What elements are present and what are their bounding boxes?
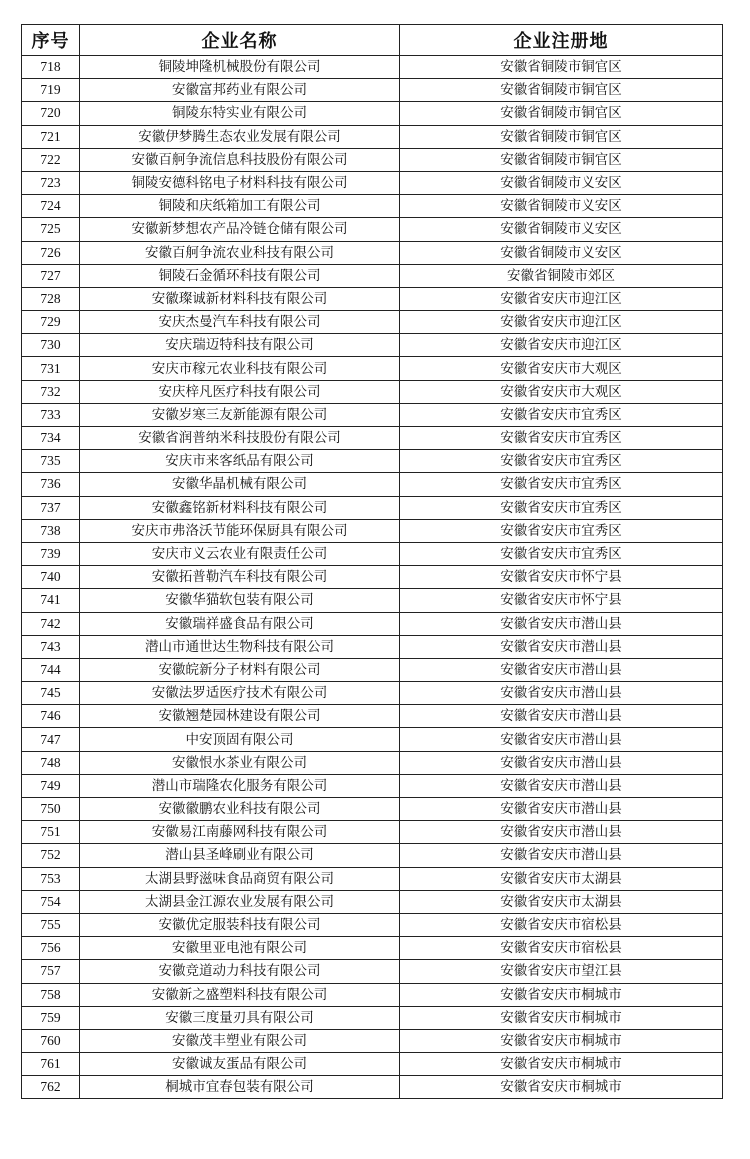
row-index: 729 xyxy=(22,311,80,334)
row-index: 756 xyxy=(22,937,80,960)
table-row xyxy=(22,1053,723,1076)
registered-location: 安徽省安庆市宿松县 xyxy=(400,937,723,960)
company-name: 安庆杰曼汽车科技有限公司 xyxy=(80,311,400,334)
registered-location: 安徽省安庆市宜秀区 xyxy=(400,403,723,426)
row-index: 750 xyxy=(22,798,80,821)
row-index: 742 xyxy=(22,612,80,635)
table-row xyxy=(22,148,723,171)
company-name: 安徽诚友蛋品有限公司 xyxy=(80,1053,400,1076)
company-name: 安徽省润普纳米科技股份有限公司 xyxy=(80,427,400,450)
table-row xyxy=(22,705,723,728)
table-row xyxy=(22,287,723,310)
company-name: 安徽里亚电池有限公司 xyxy=(80,937,400,960)
company-name: 安徽翘楚园林建设有限公司 xyxy=(80,705,400,728)
row-index: 755 xyxy=(22,913,80,936)
company-name: 安徽华猫软包装有限公司 xyxy=(80,589,400,612)
row-index: 739 xyxy=(22,542,80,565)
registered-location: 安徽省铜陵市郊区 xyxy=(400,264,723,287)
registered-location: 安徽省安庆市潜山县 xyxy=(400,821,723,844)
company-name: 铜陵坤隆机械股份有限公司 xyxy=(80,56,400,79)
row-index: 753 xyxy=(22,867,80,890)
row-index: 737 xyxy=(22,496,80,519)
registered-location: 安徽省安庆市潜山县 xyxy=(400,728,723,751)
table-row xyxy=(22,728,723,751)
table-row xyxy=(22,890,723,913)
row-index: 759 xyxy=(22,1006,80,1029)
company-name: 安徽徽鹏农业科技有限公司 xyxy=(80,798,400,821)
table-row xyxy=(22,983,723,1006)
table-row xyxy=(22,241,723,264)
company-name: 安庆市稼元农业科技有限公司 xyxy=(80,357,400,380)
table-row xyxy=(22,844,723,867)
registered-location: 安徽省铜陵市义安区 xyxy=(400,218,723,241)
registered-location: 安徽省铜陵市铜官区 xyxy=(400,102,723,125)
company-name: 安徽优定服装科技有限公司 xyxy=(80,913,400,936)
row-index: 749 xyxy=(22,774,80,797)
row-index: 751 xyxy=(22,821,80,844)
row-index: 752 xyxy=(22,844,80,867)
company-name: 安徽皖新分子材料有限公司 xyxy=(80,658,400,681)
company-name: 安徽富邦药业有限公司 xyxy=(80,79,400,102)
registered-location: 安徽省安庆市迎江区 xyxy=(400,287,723,310)
row-index: 723 xyxy=(22,171,80,194)
registered-location: 安徽省铜陵市铜官区 xyxy=(400,125,723,148)
row-index: 757 xyxy=(22,960,80,983)
company-name: 安徽茂丰塑业有限公司 xyxy=(80,1029,400,1052)
row-index: 733 xyxy=(22,403,80,426)
company-name: 安徽伊梦腾生态农业发展有限公司 xyxy=(80,125,400,148)
table-row xyxy=(22,334,723,357)
registered-location: 安徽省安庆市望江县 xyxy=(400,960,723,983)
table-row xyxy=(22,125,723,148)
company-name: 安庆梓凡医疗科技有限公司 xyxy=(80,380,400,403)
registered-location: 安徽省安庆市大观区 xyxy=(400,357,723,380)
company-name: 安徽新之盛塑料科技有限公司 xyxy=(80,983,400,1006)
registered-location: 安徽省安庆市宿松县 xyxy=(400,913,723,936)
company-name: 安徽岁寒三友新能源有限公司 xyxy=(80,403,400,426)
row-index: 719 xyxy=(22,79,80,102)
row-index: 762 xyxy=(22,1076,80,1099)
company-name: 安徽三度量刃具有限公司 xyxy=(80,1006,400,1029)
table-row xyxy=(22,751,723,774)
table-row xyxy=(22,821,723,844)
table-row xyxy=(22,218,723,241)
table-row xyxy=(22,519,723,542)
company-name: 安庆市来客纸品有限公司 xyxy=(80,450,400,473)
table-row xyxy=(22,56,723,79)
table-row xyxy=(22,867,723,890)
registered-location: 安徽省安庆市宜秀区 xyxy=(400,519,723,542)
registered-location: 安徽省安庆市潜山县 xyxy=(400,682,723,705)
registered-location: 安徽省安庆市潜山县 xyxy=(400,658,723,681)
registered-location: 安徽省安庆市迎江区 xyxy=(400,311,723,334)
registered-location: 安徽省安庆市宜秀区 xyxy=(400,542,723,565)
row-index: 741 xyxy=(22,589,80,612)
table-row xyxy=(22,774,723,797)
registered-location: 安徽省安庆市桐城市 xyxy=(400,1053,723,1076)
registered-location: 安徽省安庆市桐城市 xyxy=(400,1006,723,1029)
row-index: 725 xyxy=(22,218,80,241)
header-registered-location: 企业注册地 xyxy=(400,25,723,56)
row-index: 722 xyxy=(22,148,80,171)
table-row xyxy=(22,496,723,519)
company-name: 潜山市瑞隆农化服务有限公司 xyxy=(80,774,400,797)
row-index: 760 xyxy=(22,1029,80,1052)
company-name: 安徽璨诚新材料科技有限公司 xyxy=(80,287,400,310)
row-index: 744 xyxy=(22,658,80,681)
row-index: 738 xyxy=(22,519,80,542)
row-index: 761 xyxy=(22,1053,80,1076)
table-row xyxy=(22,566,723,589)
registered-location: 安徽省铜陵市铜官区 xyxy=(400,56,723,79)
table-row xyxy=(22,264,723,287)
registered-location: 安徽省安庆市怀宁县 xyxy=(400,566,723,589)
company-name: 安徽拓普勒汽车科技有限公司 xyxy=(80,566,400,589)
row-index: 754 xyxy=(22,890,80,913)
registered-location: 安徽省安庆市潜山县 xyxy=(400,635,723,658)
registered-location: 安徽省安庆市潜山县 xyxy=(400,612,723,635)
company-name: 铜陵石金循环科技有限公司 xyxy=(80,264,400,287)
table-row xyxy=(22,542,723,565)
row-index: 735 xyxy=(22,450,80,473)
table-row xyxy=(22,612,723,635)
company-name: 安徽华晶机械有限公司 xyxy=(80,473,400,496)
table-row xyxy=(22,403,723,426)
table-row xyxy=(22,658,723,681)
registered-location: 安徽省安庆市宜秀区 xyxy=(400,473,723,496)
table-row xyxy=(22,913,723,936)
table-row xyxy=(22,635,723,658)
registered-location: 安徽省安庆市潜山县 xyxy=(400,798,723,821)
company-name: 安徽新梦想农产品冷链仓储有限公司 xyxy=(80,218,400,241)
row-index: 720 xyxy=(22,102,80,125)
registered-location: 安徽省铜陵市铜官区 xyxy=(400,79,723,102)
row-index: 728 xyxy=(22,287,80,310)
header-index: 序号 xyxy=(22,25,80,56)
company-name: 太湖县野滋味食品商贸有限公司 xyxy=(80,867,400,890)
row-index: 745 xyxy=(22,682,80,705)
company-name: 安庆市义云农业有限责任公司 xyxy=(80,542,400,565)
table-header xyxy=(22,25,723,56)
registered-location: 安徽省安庆市大观区 xyxy=(400,380,723,403)
registered-location: 安徽省铜陵市铜官区 xyxy=(400,148,723,171)
company-name: 安庆瑞迈特科技有限公司 xyxy=(80,334,400,357)
row-index: 746 xyxy=(22,705,80,728)
registered-location: 安徽省安庆市宜秀区 xyxy=(400,450,723,473)
company-name: 铜陵和庆纸箱加工有限公司 xyxy=(80,195,400,218)
table-row xyxy=(22,450,723,473)
table-row xyxy=(22,937,723,960)
table-row xyxy=(22,960,723,983)
company-name: 安徽法罗适医疗技术有限公司 xyxy=(80,682,400,705)
registered-location: 安徽省安庆市桐城市 xyxy=(400,1076,723,1099)
table-row xyxy=(22,311,723,334)
company-name: 安徽恨水茶业有限公司 xyxy=(80,751,400,774)
row-index: 747 xyxy=(22,728,80,751)
row-index: 718 xyxy=(22,56,80,79)
table-row xyxy=(22,357,723,380)
company-name: 安徽竞道动力科技有限公司 xyxy=(80,960,400,983)
row-index: 758 xyxy=(22,983,80,1006)
registered-location: 安徽省安庆市宜秀区 xyxy=(400,496,723,519)
table-row xyxy=(22,1029,723,1052)
row-index: 727 xyxy=(22,264,80,287)
company-name: 安徽百舸争流农业科技有限公司 xyxy=(80,241,400,264)
row-index: 736 xyxy=(22,473,80,496)
registered-location: 安徽省安庆市迎江区 xyxy=(400,334,723,357)
company-name: 铜陵东特实业有限公司 xyxy=(80,102,400,125)
company-name: 潜山市通世达生物科技有限公司 xyxy=(80,635,400,658)
row-index: 743 xyxy=(22,635,80,658)
table-row xyxy=(22,79,723,102)
row-index: 724 xyxy=(22,195,80,218)
registered-location: 安徽省铜陵市义安区 xyxy=(400,195,723,218)
row-index: 730 xyxy=(22,334,80,357)
registered-location: 安徽省安庆市太湖县 xyxy=(400,867,723,890)
row-index: 726 xyxy=(22,241,80,264)
header-row xyxy=(22,25,723,56)
registered-location: 安徽省安庆市桐城市 xyxy=(400,983,723,1006)
table-row xyxy=(22,195,723,218)
company-name: 中安顶固有限公司 xyxy=(80,728,400,751)
row-index: 748 xyxy=(22,751,80,774)
company-name: 桐城市宜春包装有限公司 xyxy=(80,1076,400,1099)
table-row xyxy=(22,171,723,194)
table-row xyxy=(22,380,723,403)
registered-location: 安徽省安庆市怀宁县 xyxy=(400,589,723,612)
company-name: 安徽鑫铭新材料科技有限公司 xyxy=(80,496,400,519)
registered-location: 安徽省铜陵市义安区 xyxy=(400,241,723,264)
company-name: 安徽瑞祥盛食品有限公司 xyxy=(80,612,400,635)
table-body xyxy=(22,56,723,1099)
registered-location: 安徽省安庆市潜山县 xyxy=(400,774,723,797)
registered-location: 安徽省铜陵市义安区 xyxy=(400,171,723,194)
table-row xyxy=(22,682,723,705)
header-company-name: 企业名称 xyxy=(80,25,400,56)
company-list-table xyxy=(21,24,723,1099)
table-row xyxy=(22,1006,723,1029)
table-row xyxy=(22,473,723,496)
company-name: 安徽易江南藤网科技有限公司 xyxy=(80,821,400,844)
company-name: 安徽百舸争流信息科技股份有限公司 xyxy=(80,148,400,171)
registered-location: 安徽省安庆市宜秀区 xyxy=(400,427,723,450)
company-name: 太湖县金江源农业发展有限公司 xyxy=(80,890,400,913)
table-row xyxy=(22,589,723,612)
company-name: 铜陵安德科铭电子材料科技有限公司 xyxy=(80,171,400,194)
table-row xyxy=(22,1076,723,1099)
registered-location: 安徽省安庆市潜山县 xyxy=(400,844,723,867)
table-row xyxy=(22,102,723,125)
registered-location: 安徽省安庆市桐城市 xyxy=(400,1029,723,1052)
registered-location: 安徽省安庆市潜山县 xyxy=(400,751,723,774)
row-index: 731 xyxy=(22,357,80,380)
table-row xyxy=(22,798,723,821)
registered-location: 安徽省安庆市潜山县 xyxy=(400,705,723,728)
row-index: 734 xyxy=(22,427,80,450)
row-index: 740 xyxy=(22,566,80,589)
row-index: 732 xyxy=(22,380,80,403)
table-row xyxy=(22,427,723,450)
registered-location: 安徽省安庆市太湖县 xyxy=(400,890,723,913)
company-name: 潜山县圣峰刷业有限公司 xyxy=(80,844,400,867)
row-index: 721 xyxy=(22,125,80,148)
company-name: 安庆市弗洛沃节能环保厨具有限公司 xyxy=(80,519,400,542)
